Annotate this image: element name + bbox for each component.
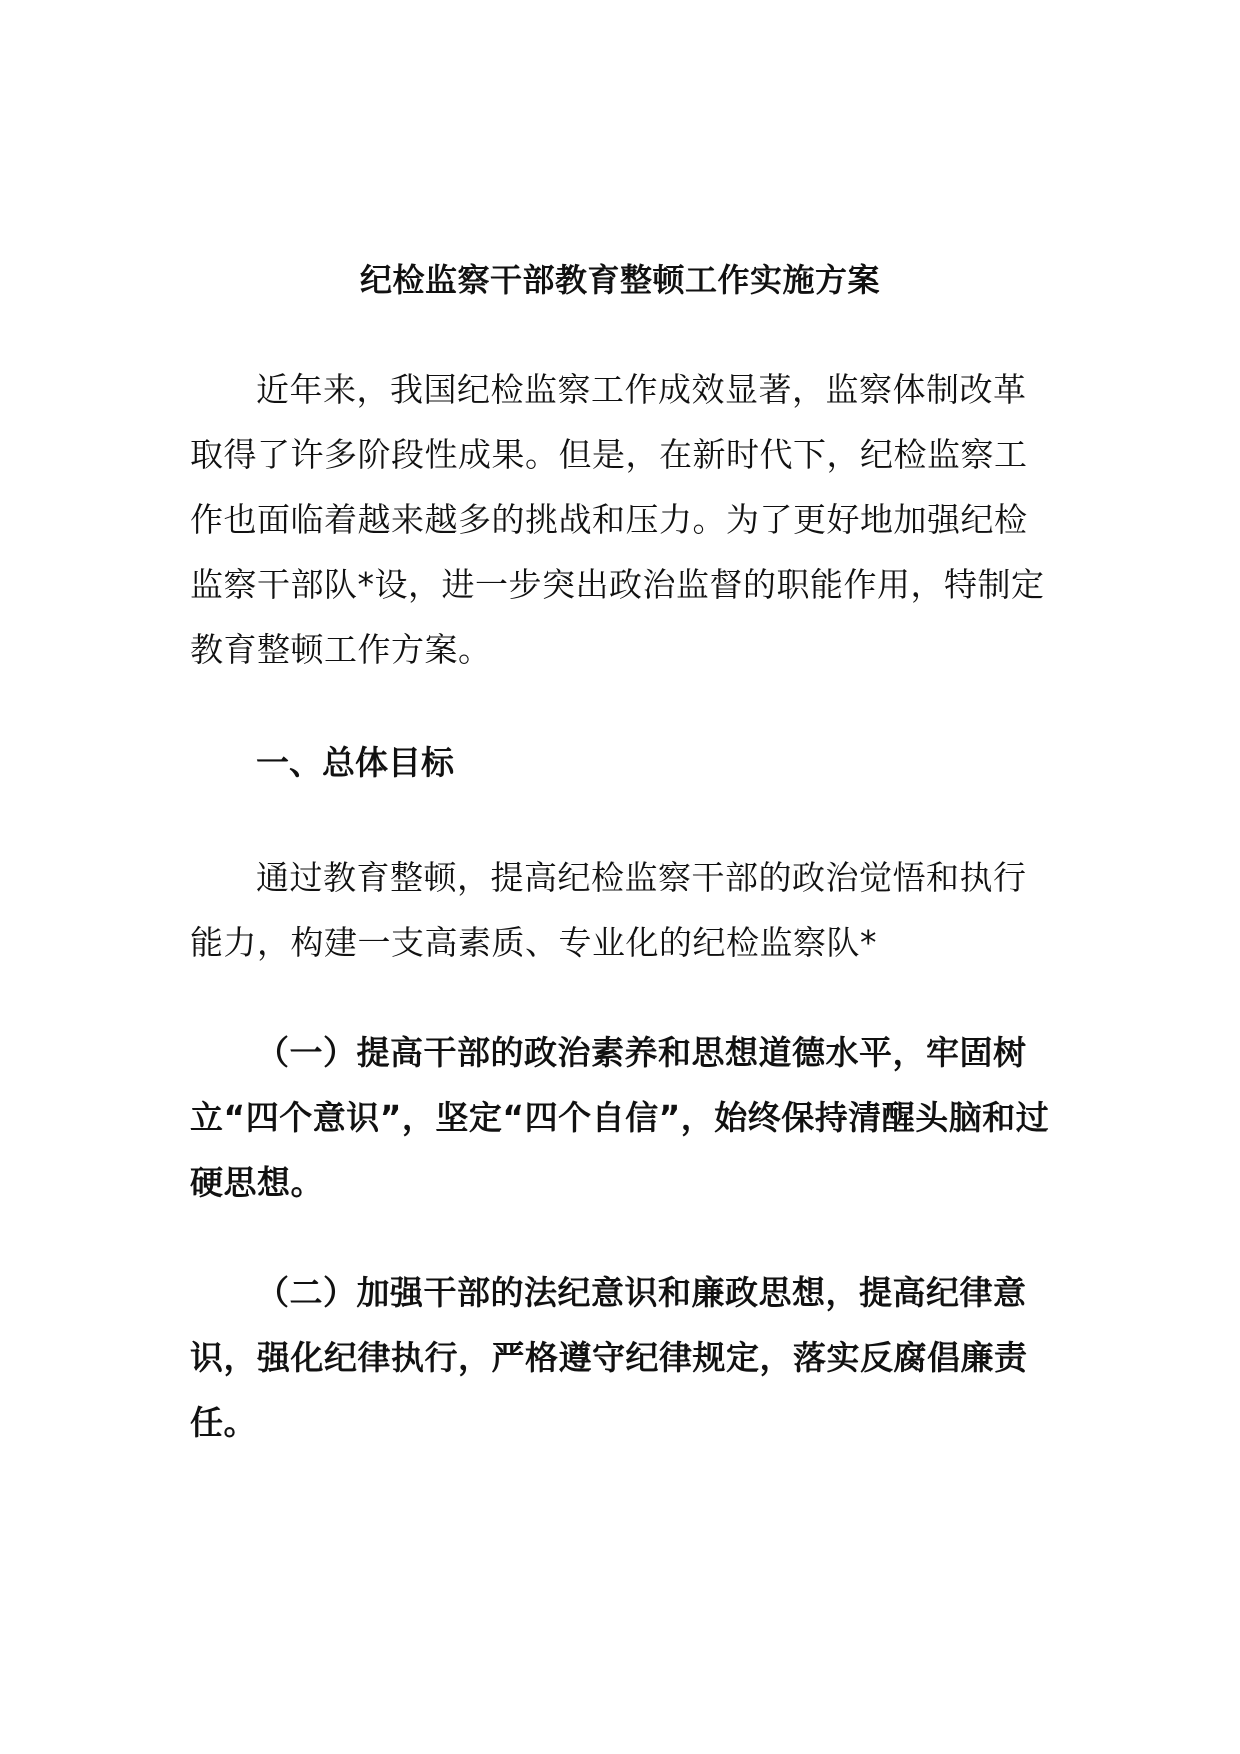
document-title: 纪检监察干部教育整顿工作实施方案 xyxy=(359,261,880,299)
overall-goal-paragraph: 通过教育整顿，提高纪检监察干部的政治觉悟和执行能力，构建一支高素质、专业化的纪检监察队* xyxy=(190,858,1027,962)
section-heading-overall-goal: 一、总体目标 xyxy=(256,743,454,782)
intro-paragraph: 近年来，我国纪检监察工作成效显著，监察体制改革取得了许多阶段性成果。但是，在新时代下，纪检监察工作也面临着越来越多的挑战和压力。为了更好地加强纪检监察干部队*设，进一步突出政治监督的职能作用，特制定教育整顿工作方案。 xyxy=(190,370,1045,669)
goal-item-1: （一）提高干部的政治素养和思想道德水平，牢固树立“四个意识”，坚定“四个自信”，始终保持清醒头脑和过硬思想。 xyxy=(190,1033,1050,1202)
goal-item-2: （二）加强干部的法纪意识和廉政思想，提高纪律意识，强化纪律执行，严格遵守纪律规定，落实反腐倡廉责任。 xyxy=(190,1273,1028,1442)
